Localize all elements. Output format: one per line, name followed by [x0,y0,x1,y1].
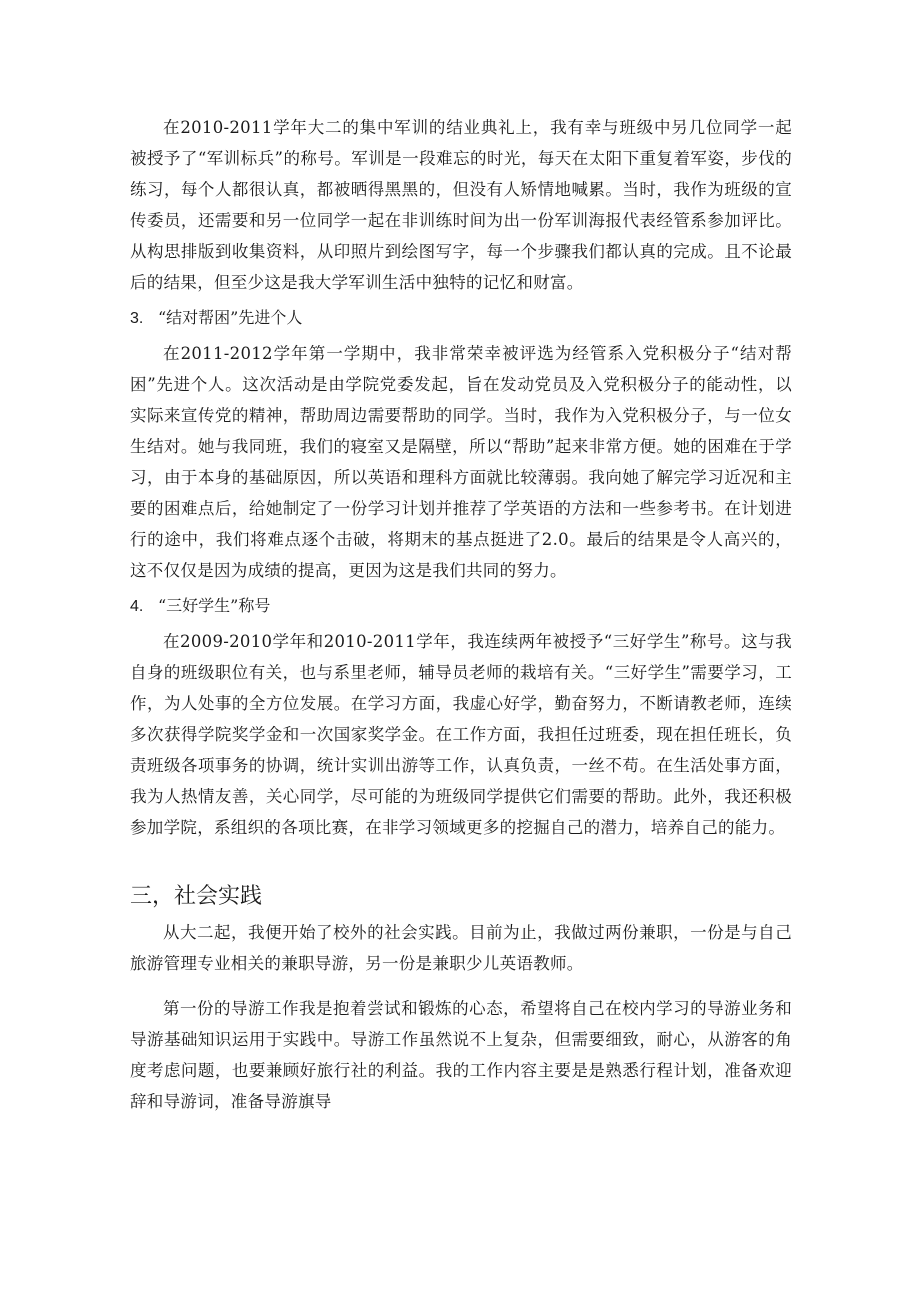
paragraph-military-training: 在2010-2011学年大二的集中军训的结业典礼上，我有幸与班级中另几位同学一起被授予了“军训标兵”的称号。军训是一段难忘的时光，每天在太阳下重复着军姿，步伐的练习，每个人都很认真，都被晒得黑黑的，但没有人矫情地喊累。当时，我作为班级的宣传委员，还需要和另一位同学一起在非训练时间为出一份军训海报代表经管系参加评比。从构思排版到收集资料，从印照片到绘图写字，每一个步骤我们都认真的完成。且不论最后的结果，但至少这是我大学军训生活中独特的记忆和财富。 [130,118,792,292]
list-item-title: “结对帮困”先进个人 [158,308,303,327]
paragraph-merit-student: 在2009-2010学年和2010-2011学年，我连续两年被授予“三好学生”称号。这与我自身的班级职位有关，也与系里老师，辅导员老师的栽培有关。“三好学生”需要学习，工作，为人处事的全方位发展。在学习方面，我虚心好学，勤奋努力，不断请教老师，连续多次获得学院奖学金和一次国家奖学金。在工作方面，我担任过班委，现在担任班长，负责班级各项事务的协调，统计实训出游等工作，认真负责，一丝不苟。在生活处事方面，我为人热情友善，关心同学，尽可能的为班级同学提供它们需要的帮助。此外，我还积极参加学院，系组织的各项比赛，在非学习领域更多的挖掘自己的潜力，培养自己的能力。 [130,632,792,837]
section-heading: 三，社会实践 [130,884,263,909]
paragraph-tour-guide: 第一份的导游工作我是抱着尝试和锻炼的心态，希望将自己在校内学习的导游业务和导游基础知识运用于实践中。导游工作虽然说不上复杂，但需要细致，耐心，从游客的角度考虑问题，也要兼顾好旅行社的利益。我的工作内容主要是是熟悉行程计划，准备欢迎辞和导游词，准备导游旗导 [130,999,792,1111]
list-item-3 [130,302,792,334]
paragraph-spacer [130,979,792,993]
list-number: 4. [130,598,144,615]
list-item-title: “三好学生”称号 [158,596,271,615]
paragraph-social-practice-intro: 从大二起，我便开始了校外的社会实践。目前为止，我做过两份兼职，一份是与自己旅游管理专业相关的兼职导游，另一份是兼职少儿英语教师。 [130,923,792,973]
list-number: 3. [130,310,144,327]
document-body [130,112,792,1117]
list-item-4 [130,590,792,622]
paragraph-pairing-help: 在2011-2012学年第一学期中，我非常荣幸被评选为经管系入党积极分子“结对帮困”先进个人。这次活动是由学院党委发起，旨在发动党员及入党积极分子的能动性，以实际来宣传党的精神，帮助周边需要帮助的同学。当时，我作为入党积极分子，与一位女生结对。她与我同班，我们的寝室又是隔壁，所以“帮助”起来非常方便。她的困难在于学习，由于本身的基础原因，所以英语和理科方面就比较薄弱。我向她了解完学习近况和主要的困难点后，给她制定了一份学习计划并推荐了学英语的方法和一些参考书。在计划进行的途中，我们将难点逐个击破，将期末的基点挺进了2.0。最后的结果是令人高兴的，这不仅仅是因为成绩的提高，更因为这是我们共同的努力。 [130,344,792,580]
